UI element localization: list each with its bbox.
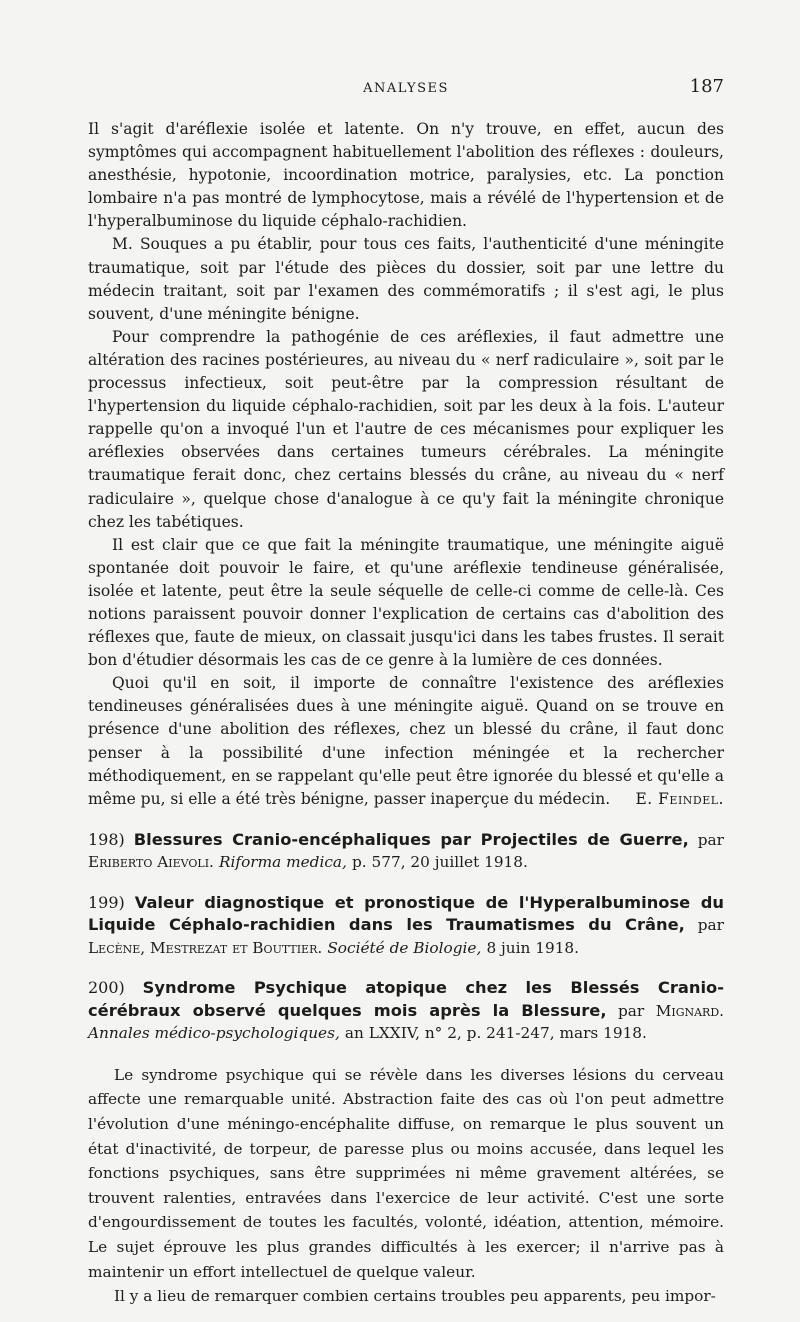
reference-title: Syndrome Psychique atopique chez les Blessés Cranio-cérébraux observé quelques mois après la Blessure, (88, 978, 724, 1020)
reference-title: Valeur diagnostique et pronostique de l'Hyperalbuminose du Liquide Céphalo-rachidien dans les Traumatismes du Crâne, (88, 892, 724, 935)
reference-author: Mignard. (655, 1001, 725, 1020)
paragraph: M. Souques a pu établir, pour tous ces faits, l'authenticité d'une méningite traumatique, soit par l'étude des pièces du dossier, soit par une lettre du médecin traitant, soit par l'examen des commémoratifs ; il s'est agi, le plus souvent, d'une méningite bénigne. (88, 235, 724, 323)
reference-number: 199) (88, 892, 125, 912)
reference-journal: Riforma medica, (219, 853, 347, 872)
reference-by: par (617, 1001, 645, 1020)
reference-by: par (697, 830, 724, 849)
reference-details: an LXXIV, n° 2, p. 241-247, mars 1918. (344, 1024, 647, 1043)
paragraph: Il y a lieu de remarquer combien certains troubles peu apparents, peu impor- (114, 1287, 716, 1306)
reference-number: 198) (88, 829, 125, 849)
running-head (88, 76, 724, 102)
abstract-mignard (88, 1063, 724, 1309)
reference-journal: Annales médico-psychologiques, (88, 1024, 340, 1043)
reference-entry (88, 892, 724, 960)
author-signature: E. Feindel. (635, 789, 724, 808)
reference-entry (88, 829, 724, 874)
reference-number: 200) (88, 978, 125, 998)
reference-entry (88, 977, 724, 1045)
reference-journal: Société de Biologie, (327, 938, 482, 957)
reference-200 (88, 977, 724, 1045)
paragraph: Pour comprendre la pathogénie de ces aréflexies, il faut admettre une altération des racines postérieures, au niveau du « nerf radiculaire », soit par le processus infectieux, soit peut-être par la compression résultant de l'hypertension du liquide céphalo-rachidien, soit par les deux à la fois. L'auteur rappelle qu'on a invoqué l'un et l'autre de ces mécanismes pour expliquer les aréflexies observées dans certaines tumeurs cérébrales. La méningite traumatique ferait donc, chez certains blessés du crâne, au niveau du « nerf radiculaire », quelque chose d'analogue à ce qu'y fait la méningite chronique chez les tabétiques. (88, 327, 724, 531)
running-title: ANALYSES (363, 81, 449, 96)
reference-author: Lecène, Mestrezat et Bouttier. (88, 938, 323, 957)
reference-199 (88, 892, 724, 960)
paragraph-last (88, 672, 724, 811)
abstract-feindel (88, 118, 724, 811)
paragraph: Le syndrome psychique qui se révèle dans les diverses lésions du cerveau affecte une remarquable unité. Abstraction faite des cas où l'on peut admettre l'évolution d'une méningo-encéphalite diffuse, on remarque le plus souvent un état d'inactivité, de torpeur, de paresse plus ou moins accusée, dans lequel les fonctions psychiques, sans être supprimées ni même gravement altérées, se trouvent ralenties, entravées dans l'exercice de leur activité. C'est une sorte d'engourdissement de toutes les facultés, volonté, idéation, attention, mémoire. Le sujet éprouve les plus grandes difficultés à les exercer; il n'arrive pas à maintenir un effort intellectuel de quelque valeur. (88, 1065, 724, 1281)
paragraph: Il est clair que ce que fait la méningite traumatique, une méningite aiguë spontanée doit pouvoir le faire, et qu'une aréflexie tendineuse généralisée, isolée et latente, peut être la seule séquelle de celle-ci comme de celle-là. Ces notions paraissent pouvoir donner l'explication de certains cas d'abolition des réflexes que, faute de mieux, on classait jusqu'ici dans les tabes frustes. Il serait bon d'étudier désormais les cas de ce genre à la lumière de ces données. (88, 535, 724, 670)
reference-details: 8 juin 1918. (486, 938, 580, 957)
reference-author: Eriberto Aievoli. (88, 853, 214, 872)
reference-by: par (697, 916, 724, 935)
paragraph-text: Quoi qu'il en soit, il importe de connaître l'existence des aréflexies tendineuses généralisées dues à une méningite aiguë. Quand on se trouve en présence d'une abolition des réflexes, chez un blessé du crâne, il faut donc penser à la possibilité d'une infection méningée et la rechercher méthodiquement, en se rappelant qu'elle peut être ignorée du blessé et qu'elle a même pu, si elle a été très bénigne, passer inaperçue du médecin. (88, 674, 724, 808)
article-body (88, 118, 724, 1309)
page-number: 187 (689, 76, 724, 97)
reference-198 (88, 829, 724, 874)
reference-title: Blessures Cranio-encéphaliques par Projectiles de Guerre, (133, 829, 689, 849)
paragraph: Il s'agit d'aréflexie isolée et latente. On n'y trouve, en effet, aucun des symptômes qui accompagnent habituellement l'abolition des réflexes : douleurs, anesthésie, hypotonie, incoordination motrice, paralysies, etc. La ponction lombaire n'a pas montré de lymphocytose, mais a révélé de l'hypertension et de l'hyperalbuminose du liquide céphalo-rachidien. (88, 120, 724, 231)
reference-details: p. 577, 20 juillet 1918. (351, 853, 528, 872)
